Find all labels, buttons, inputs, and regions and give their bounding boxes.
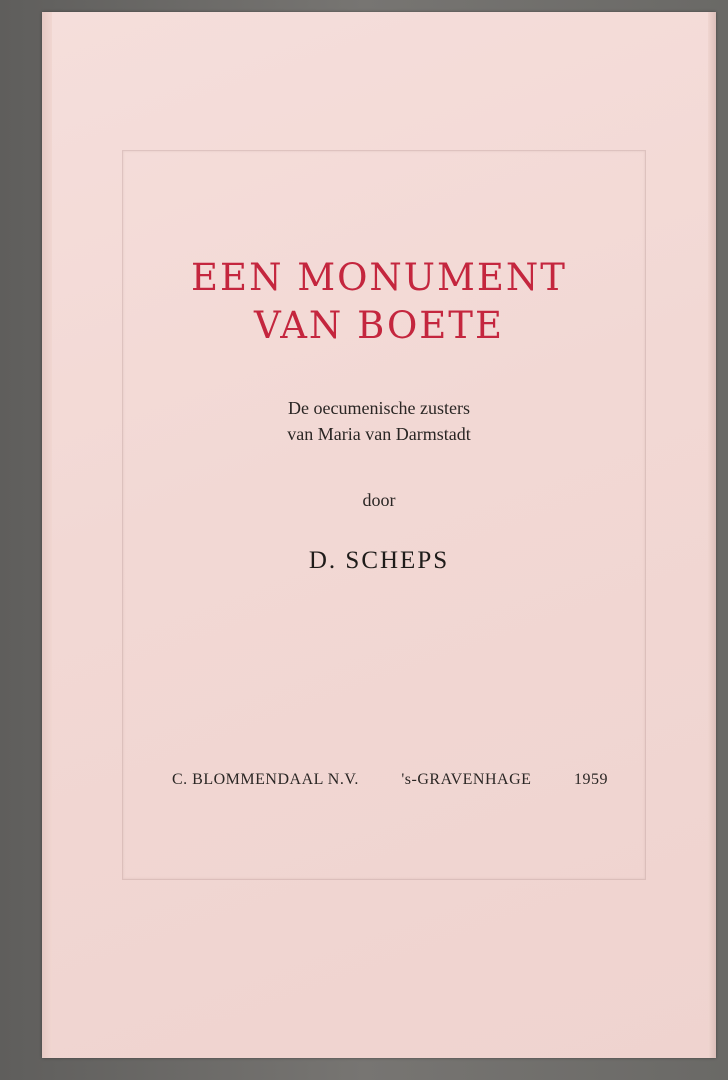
- by-label: door: [362, 490, 396, 510]
- imprint-line: [172, 771, 608, 789]
- author-name: D. SCHEPS: [308, 547, 450, 574]
- book-cover: [42, 12, 716, 1058]
- title-line-2: VAN BOETE: [254, 304, 504, 347]
- publication-place: 's-GRAVENHAGE: [401, 771, 532, 788]
- page-edge: [708, 12, 716, 1058]
- subtitle-line-1: De oecumenische zusters: [288, 398, 470, 418]
- title-line-1: EEN MONUMENT: [191, 256, 567, 299]
- book-subtitle: [42, 395, 716, 447]
- publication-year: 1959: [573, 771, 608, 788]
- subtitle-line-2: van Maria van Darmstadt: [287, 424, 471, 444]
- publisher-name: C. BLOMMENDAAL N.V.: [172, 771, 359, 788]
- spine-edge: [42, 12, 52, 1058]
- book-title: [42, 254, 716, 350]
